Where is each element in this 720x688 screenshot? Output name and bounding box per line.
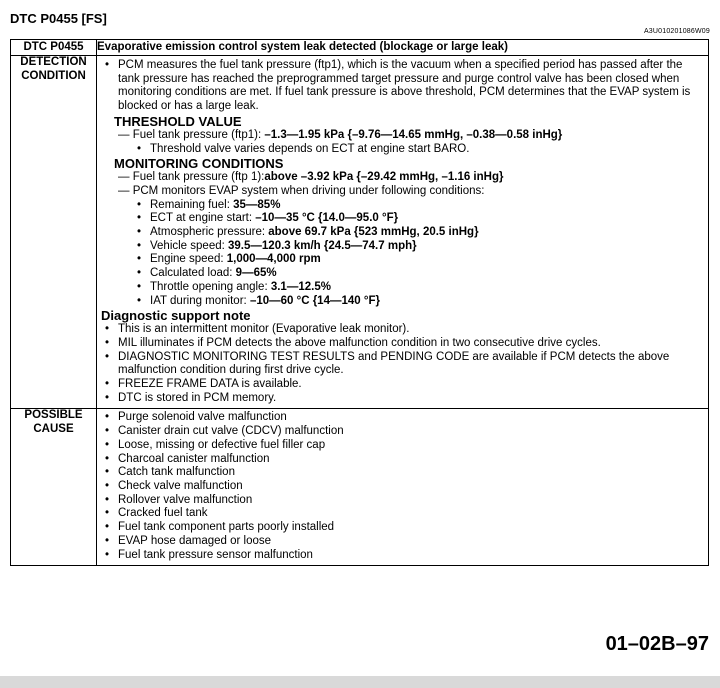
condition-item	[97, 267, 706, 281]
detection-intro: • PCM measures the fuel tank pressure (ftp1), which is the vacuum when a specified period has passed after the tank pressure has reached the preprogrammed target pressure and purge control valve has been closed when monitoring conditions are met. If fuel tank pressure is above threshold, PCM determines that the EVAP system is blocked or has a large leak.	[97, 59, 706, 114]
label-line: DETECTION	[20, 56, 87, 68]
cause-item: • Fuel tank pressure sensor malfunction	[97, 549, 706, 563]
detection-condition-row	[11, 56, 709, 409]
condition-item	[97, 199, 706, 213]
cause-item: • Loose, missing or defective fuel filler cap	[97, 439, 706, 453]
support-note-title: Diagnostic support note	[101, 308, 251, 324]
ftp-label: — Fuel tank pressure (ftp 1):	[118, 171, 265, 184]
support-note-item: • DTC is stored in PCM memory.	[97, 392, 706, 406]
condition-value: 9—65%	[235, 267, 277, 280]
cause-item: • Purge solenoid valve malfunction	[97, 411, 706, 425]
condition-value: 1,000—4,000 rpm	[226, 253, 321, 266]
dtc-code-cell: DTC P0455	[11, 40, 97, 56]
condition-value: above 69.7 kPa {523 mmHg, 20.5 inHg}	[268, 226, 479, 239]
detection-condition-content	[97, 56, 709, 409]
condition-label: Calculated load:	[150, 267, 236, 280]
condition-value: 39.5—120.3 km/h {24.5—74.7 mph}	[228, 239, 417, 252]
page-title: DTC P0455 [FS]	[10, 11, 107, 26]
page-number: 01–02B–97	[605, 633, 709, 655]
condition-value: –10—35 °C {14.0—95.0 °F}	[255, 212, 399, 225]
cause-item: • Cracked fuel tank	[97, 507, 706, 521]
support-note-item: • This is an intermittent monitor (Evaporative leak monitor).	[97, 323, 706, 337]
condition-item	[97, 281, 706, 295]
threshold-title: THRESHOLD VALUE	[114, 113, 242, 129]
condition-value: 35—85%	[233, 198, 281, 211]
cause-item: • Rollover valve malfunction	[97, 494, 706, 508]
condition-label: IAT during monitor:	[150, 294, 250, 307]
table-header-row	[11, 40, 709, 56]
condition-item	[97, 226, 706, 240]
possible-cause-label	[11, 409, 97, 566]
condition-label: Atmospheric pressure:	[150, 226, 269, 239]
support-note-item: • MIL illuminates if PCM detects the above malfunction condition in two consecutive drive cycles.	[97, 337, 706, 351]
threshold-label: — Fuel tank pressure (ftp1):	[118, 128, 265, 141]
condition-item	[97, 295, 706, 309]
document-code: A3U010201086W09	[643, 28, 710, 35]
threshold-note: • Threshold valve varies depends on ECT at engine start BARO.	[97, 143, 706, 157]
condition-item	[97, 212, 706, 226]
condition-item	[97, 240, 706, 254]
cause-item: • Charcoal canister malfunction	[97, 453, 706, 467]
cause-item: • Canister drain cut valve (CDCV) malfunction	[97, 425, 706, 439]
possible-cause-content	[97, 409, 709, 566]
condition-label: ECT at engine start:	[150, 212, 256, 225]
condition-label: Throttle opening angle:	[150, 280, 271, 293]
cause-item: • Fuel tank component parts poorly installed	[97, 521, 706, 535]
condition-value: –10—60 °C {14—140 °F}	[249, 294, 380, 307]
condition-value: 3.1—12.5%	[270, 280, 331, 293]
dtc-description-cell: Evaporative emission control system leak detected (blockage or large leak)	[97, 40, 709, 56]
detection-condition-label	[11, 56, 97, 409]
support-note-item: • FREEZE FRAME DATA is available.	[97, 378, 706, 392]
footer-divider	[0, 676, 720, 688]
support-note-item: • DIAGNOSTIC MONITORING TEST RESULTS and PENDING CODE are available if PCM detects the above malfunction condition during first drive cycle.	[97, 351, 706, 378]
condition-label: Engine speed:	[150, 253, 227, 266]
condition-label: Remaining fuel:	[150, 198, 234, 211]
cause-item: • EVAP hose damaged or loose	[97, 535, 706, 549]
cause-item: • Check valve malfunction	[97, 480, 706, 494]
label-line: POSSIBLE	[24, 409, 83, 422]
threshold-value: –1.3—1.95 kPa {–9.76—14.65 mmHg, –0.38—0.58 inHg}	[264, 128, 563, 141]
threshold-line	[97, 129, 706, 143]
condition-label: Vehicle speed:	[150, 239, 229, 252]
pcm-monitor-line: — PCM monitors EVAP system when driving under following conditions:	[118, 184, 485, 197]
dtc-table	[10, 39, 709, 566]
condition-item	[97, 253, 706, 267]
cause-item: • Catch tank malfunction	[97, 466, 706, 480]
ftp-value: above –3.92 kPa {–29.42 mmHg, –1.16 inHg}	[264, 171, 504, 184]
label-line: CONDITION	[21, 69, 86, 82]
monitoring-title: MONITORING CONDITIONS	[114, 156, 284, 172]
ftp-line	[97, 171, 706, 185]
possible-cause-row	[11, 409, 709, 566]
label-line: CAUSE	[33, 423, 74, 436]
